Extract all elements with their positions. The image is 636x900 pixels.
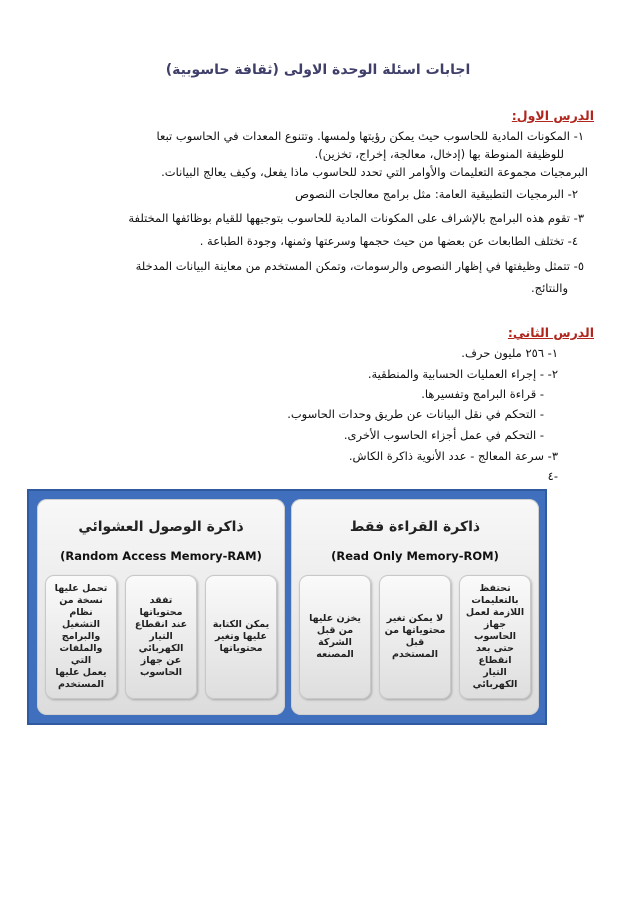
lesson2-line-5: - التحكم في عمل أجزاء الحاسوب الأخرى.	[343, 428, 544, 442]
memory-diagram	[27, 489, 547, 725]
page-title: اجابات اسئلة الوحدة الاولى (ثقافة حاسوبية)	[165, 62, 471, 78]
rom-subtitle: (Read Only Memory-ROM)	[331, 549, 499, 563]
rom-panel	[291, 499, 539, 715]
lesson1-line-7: ٥- تتمثل وظيفتها في إظهار النصوص والرسومات، وتمكن المستخدم من معاينة البيانات المدخلة	[135, 259, 584, 273]
lesson2-line-3: - قراءة البرامج وتفسيرها.	[421, 387, 544, 401]
lesson2-line-4: - التحكم في نقل البيانات عن طريق وحدات الحاسوب.	[287, 407, 544, 421]
lesson1-line-8: والنتائج.	[531, 281, 568, 295]
lesson1-line-3: البرمجيات مجموعة التعليمات والأوامر التي تحدد للحاسوب ماذا يفعل، وكيف يعالج البيانات.	[161, 165, 588, 179]
lesson1-heading: الدرس الاول:	[511, 108, 594, 123]
rom-card-3: يخزن عليها من قبل الشركة المصنعه	[299, 575, 371, 699]
ram-panel	[37, 499, 285, 715]
lesson1-line-1: ١- المكونات المادية للحاسوب حيث يمكن رؤيتها ولمسها. وتتنوع المعدات في الحاسوب تبعا	[156, 129, 584, 143]
lesson2-line-7: -٤	[547, 469, 558, 483]
ram-card-2: تفقد محتوياتها عند انقطاع التيار الكهربائي عن جهاز الحاسوب	[125, 575, 197, 699]
ram-subtitle: (Random Access Memory-RAM)	[60, 549, 262, 563]
lesson2-line-2: ٢- - إجراء العمليات الحسابية والمنطقية.	[367, 367, 558, 381]
rom-card-2: لا يمكن تغير محتوياتها من قبل المستخدم	[379, 575, 451, 699]
lesson2-heading: الدرس الثاني:	[507, 325, 594, 340]
lesson1-line-6: ٤- تختلف الطابعات عن بعضها من حيث حجمها وسرعتها وثمنها، وجودة الطباعة .	[199, 234, 578, 248]
lesson1-line-5: ٣- تقوم هذه البرامج بالإشراف على المكونات المادية للحاسوب بتوجيهها للقيام بوظائفها المختلفة	[128, 211, 584, 225]
lesson2-line-1: ١- ٢٥٦ مليون حرف.	[461, 346, 558, 360]
rom-title: ذاكرة القراءة فقط	[349, 519, 481, 535]
rom-card-1: تحتفظ بالتعليمات اللازمة لعمل جهاز الحاسوب حتى بعد انقطاع التيار الكهربائي	[459, 575, 531, 699]
lesson1-line-4: ٢- البرمجيات التطبيقية العامة: مثل برامج معالجات النصوص	[295, 187, 578, 201]
ram-card-3: تحمل عليها نسخة من نظام التشغيل والبرامج والملفات التي يعمل عليها المستخدم	[45, 575, 117, 699]
lesson2-line-6: ٣- سرعة المعالج - عدد الأنوية ذاكرة الكاش.	[348, 449, 558, 463]
ram-card-1: يمكن الكتابة عليها وتغير محتوياتها	[205, 575, 277, 699]
lesson1-line-2: للوظيفة المنوطة بها (إدخال، معالجة، إخراج، تخزين).	[314, 147, 564, 161]
ram-title: ذاكرة الوصول العشوائي	[78, 519, 244, 535]
